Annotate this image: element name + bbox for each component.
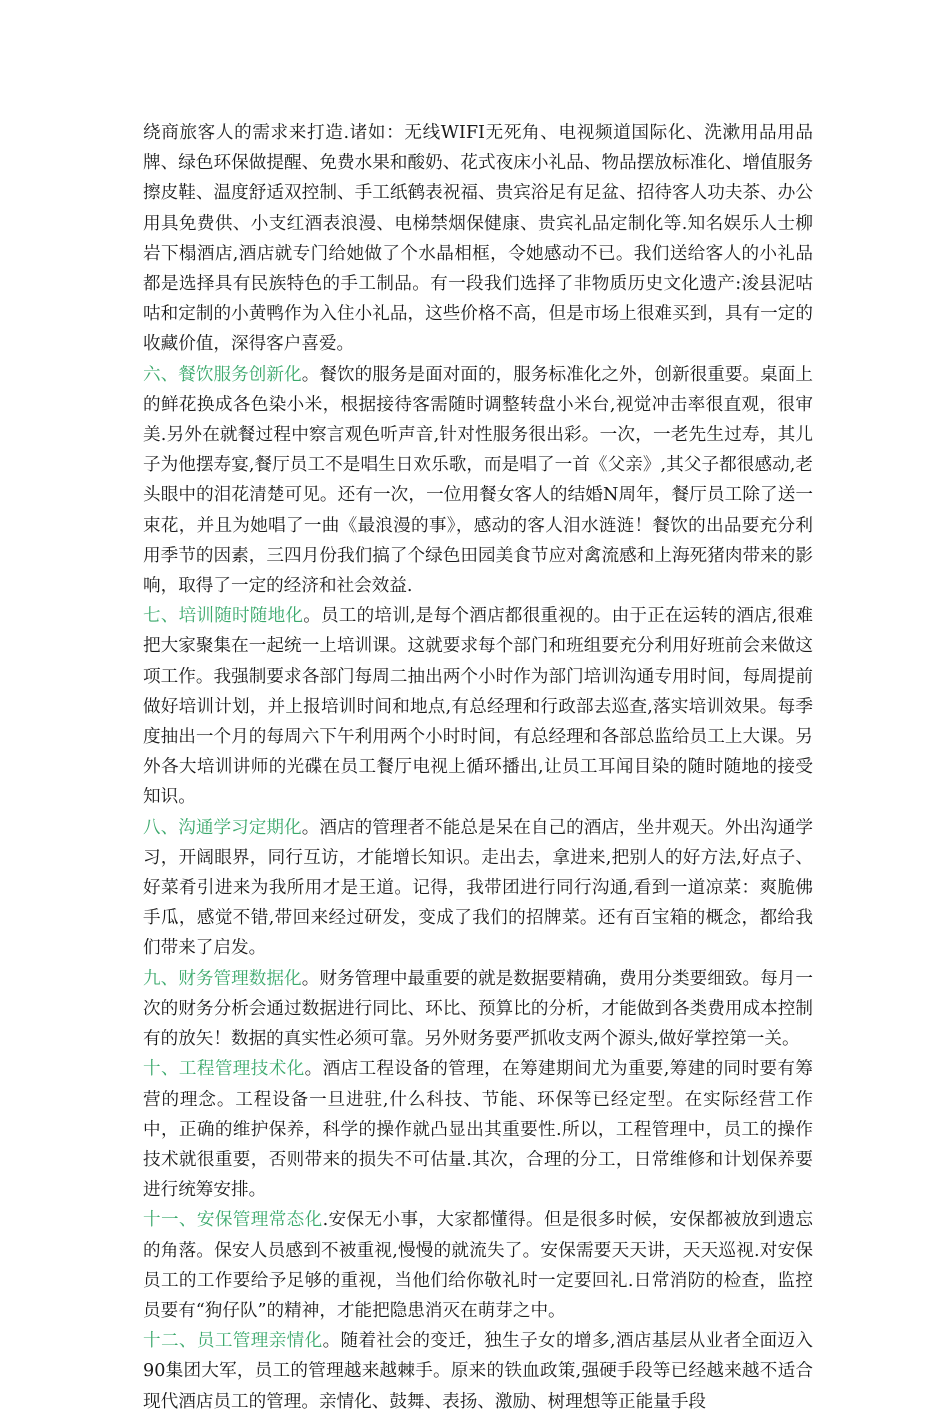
section-heading: 七、培训随时随地化 (143, 606, 304, 627)
section-heading: 十一、安保管理常态化 (143, 1210, 323, 1231)
intro-paragraph: 绕商旅客人的需求来打造.诸如：无线WIFI无死角、电视频道国际化、洗漱用品用品牌、绿色环保做提醒、免费水果和酸奶、花式夜床小礼品、物品摆放标准化、增值服务擦皮鞋、温度舒适双控制、手工纸鹤表祝福、贵宾浴足有足盆、招待客人功夫茶、办公用具免费供、小支红酒表浪漫、电梯禁烟保健康、贵宾礼品定制化等.知名娱乐人士柳岩下榻酒店,酒店就专门给她做了个水晶相框，令她感动不已。我们送给客人的小礼品都是选择具有民族特色的手工制品。有一段我们选择了非物质历史文化遗产:浚县泥咕咕和定制的小黄鸭作为入住小礼品，这些价格不高，但是市场上很难买到，具有一定的收藏价值，深得客户喜爱。 (143, 123, 813, 355)
section-body: 。随着社会的变迁，独生子女的增多,酒店基层从业者全面迈入90集团大军，员工的管理越来越棘手。原来的铁血政策,强硬手段等已经越来越不适合现代酒店员工的管理。亲情化、鼓舞、表扬、激励、树理想等正能量手段 (143, 1331, 813, 1412)
section-body: 。酒店的管理者不能总是呆在自己的酒店，坐井观天。外出沟通学习，开阔眼界，同行互访，才能增长知识。走出去，拿进来,把别人的好方法,好点子、好菜肴引进来为我所用才是王道。记得，我带团进行同行沟通,看到一道凉菜：爽脆佛手瓜，感觉不错,带回来经过研发，变成了我们的招牌菜。还有百宝箱的概念，都给我们带来了启发。 (143, 817, 813, 959)
section-body: .安保无小事，大家都懂得。但是很多时候，安保都被放到遗忘的角落。保安人员感到不被重视,慢慢的就流失了。安保需要天天讲，天天巡视.对安保员工的工作要给予足够的重视，当他们给你敬礼时一定要回礼.日常消防的检查，监控员要有“狗仔队”的精神，才能把隐患消灭在萌芽之中。 (143, 1210, 813, 1321)
section-heading: 九、财务管理数据化 (143, 968, 302, 989)
section-heading: 十、工程管理技术化 (143, 1059, 305, 1080)
section-body: 。财务管理中最重要的就是数据要精确，费用分类要细致。每月一次的财务分析会通过数据进行同比、环比、预算比的分析，才能做到各类费用成本控制有的放矢！数据的真实性必须可靠。另外财务要严抓收支两个源头,做好掌控第一关。 (143, 968, 813, 1050)
section-nine (143, 964, 813, 1055)
document-body (143, 118, 813, 1417)
section-body: 。餐饮的服务是面对面的，服务标准化之外，创新很重要。桌面上的鲜花换成各色染小米，根据接待客需随时调整转盘小米台,视觉冲击率很直观，很审美.另外在就餐过程中察言观色听声音,针对性服务很出彩。一次，一老先生过寿，其儿子为他摆寿宴,餐厅员工不是唱生日欢乐歌，而是唱了一首《父亲》,其父子都很感动,老头眼中的泪花清楚可见。还有一次，一位用餐女客人的结婚N周年，餐厅员工除了送一束花，并且为她唱了一曲《最浪漫的事》，感动的客人泪水涟涟！餐饮的出品要充分利用季节的因素，三四月份我们搞了个绿色田园美食节应对禽流感和上海死猪肉带来的影响，取得了一定的经济和社会效益. (143, 364, 813, 597)
section-six (143, 360, 813, 602)
section-eleven (143, 1205, 813, 1326)
section-body: 。员工的培训,是每个酒店都很重视的。由于正在运转的酒店,很难把大家聚集在一起统一上培训课。这就要求每个部门和班组要充分利用好班前会来做这项工作。我强制要求各部门每周二抽出两个小时作为部门培训沟通专用时间，每周提前做好培训计划，并上报培训时间和地点,有总经理和行政部去巡查,落实培训效果。每季度抽出一个月的每周六下午利用两个小时时间，有总经理和各部总监给员工上大课。另外各大培训讲师的光碟在员工餐厅电视上循环播出,让员工耳闻目染的随时随地的接受知识。 (143, 606, 813, 808)
section-eight (143, 813, 813, 964)
section-seven (143, 601, 813, 812)
section-ten (143, 1054, 813, 1205)
section-heading: 十二、员工管理亲情化 (143, 1331, 323, 1352)
section-heading: 六、餐饮服务创新化 (143, 364, 302, 385)
section-body: 。酒店工程设备的管理，在筹建期间尤为重要,筹建的同时要有筹营的理念。工程设备一旦进驻,什么科技、节能、环保等已经定型。在实际经营工作中，正确的维护保养，科学的操作就凸显出其重要性.所以，工程管理中，员工的操作技术就很重要，否则带来的损失不可估量.其次，合理的分工，日常维修和计划保养要进行统筹安排。 (143, 1059, 813, 1201)
section-twelve (143, 1326, 813, 1417)
section-heading: 八、沟通学习定期化 (143, 817, 302, 838)
